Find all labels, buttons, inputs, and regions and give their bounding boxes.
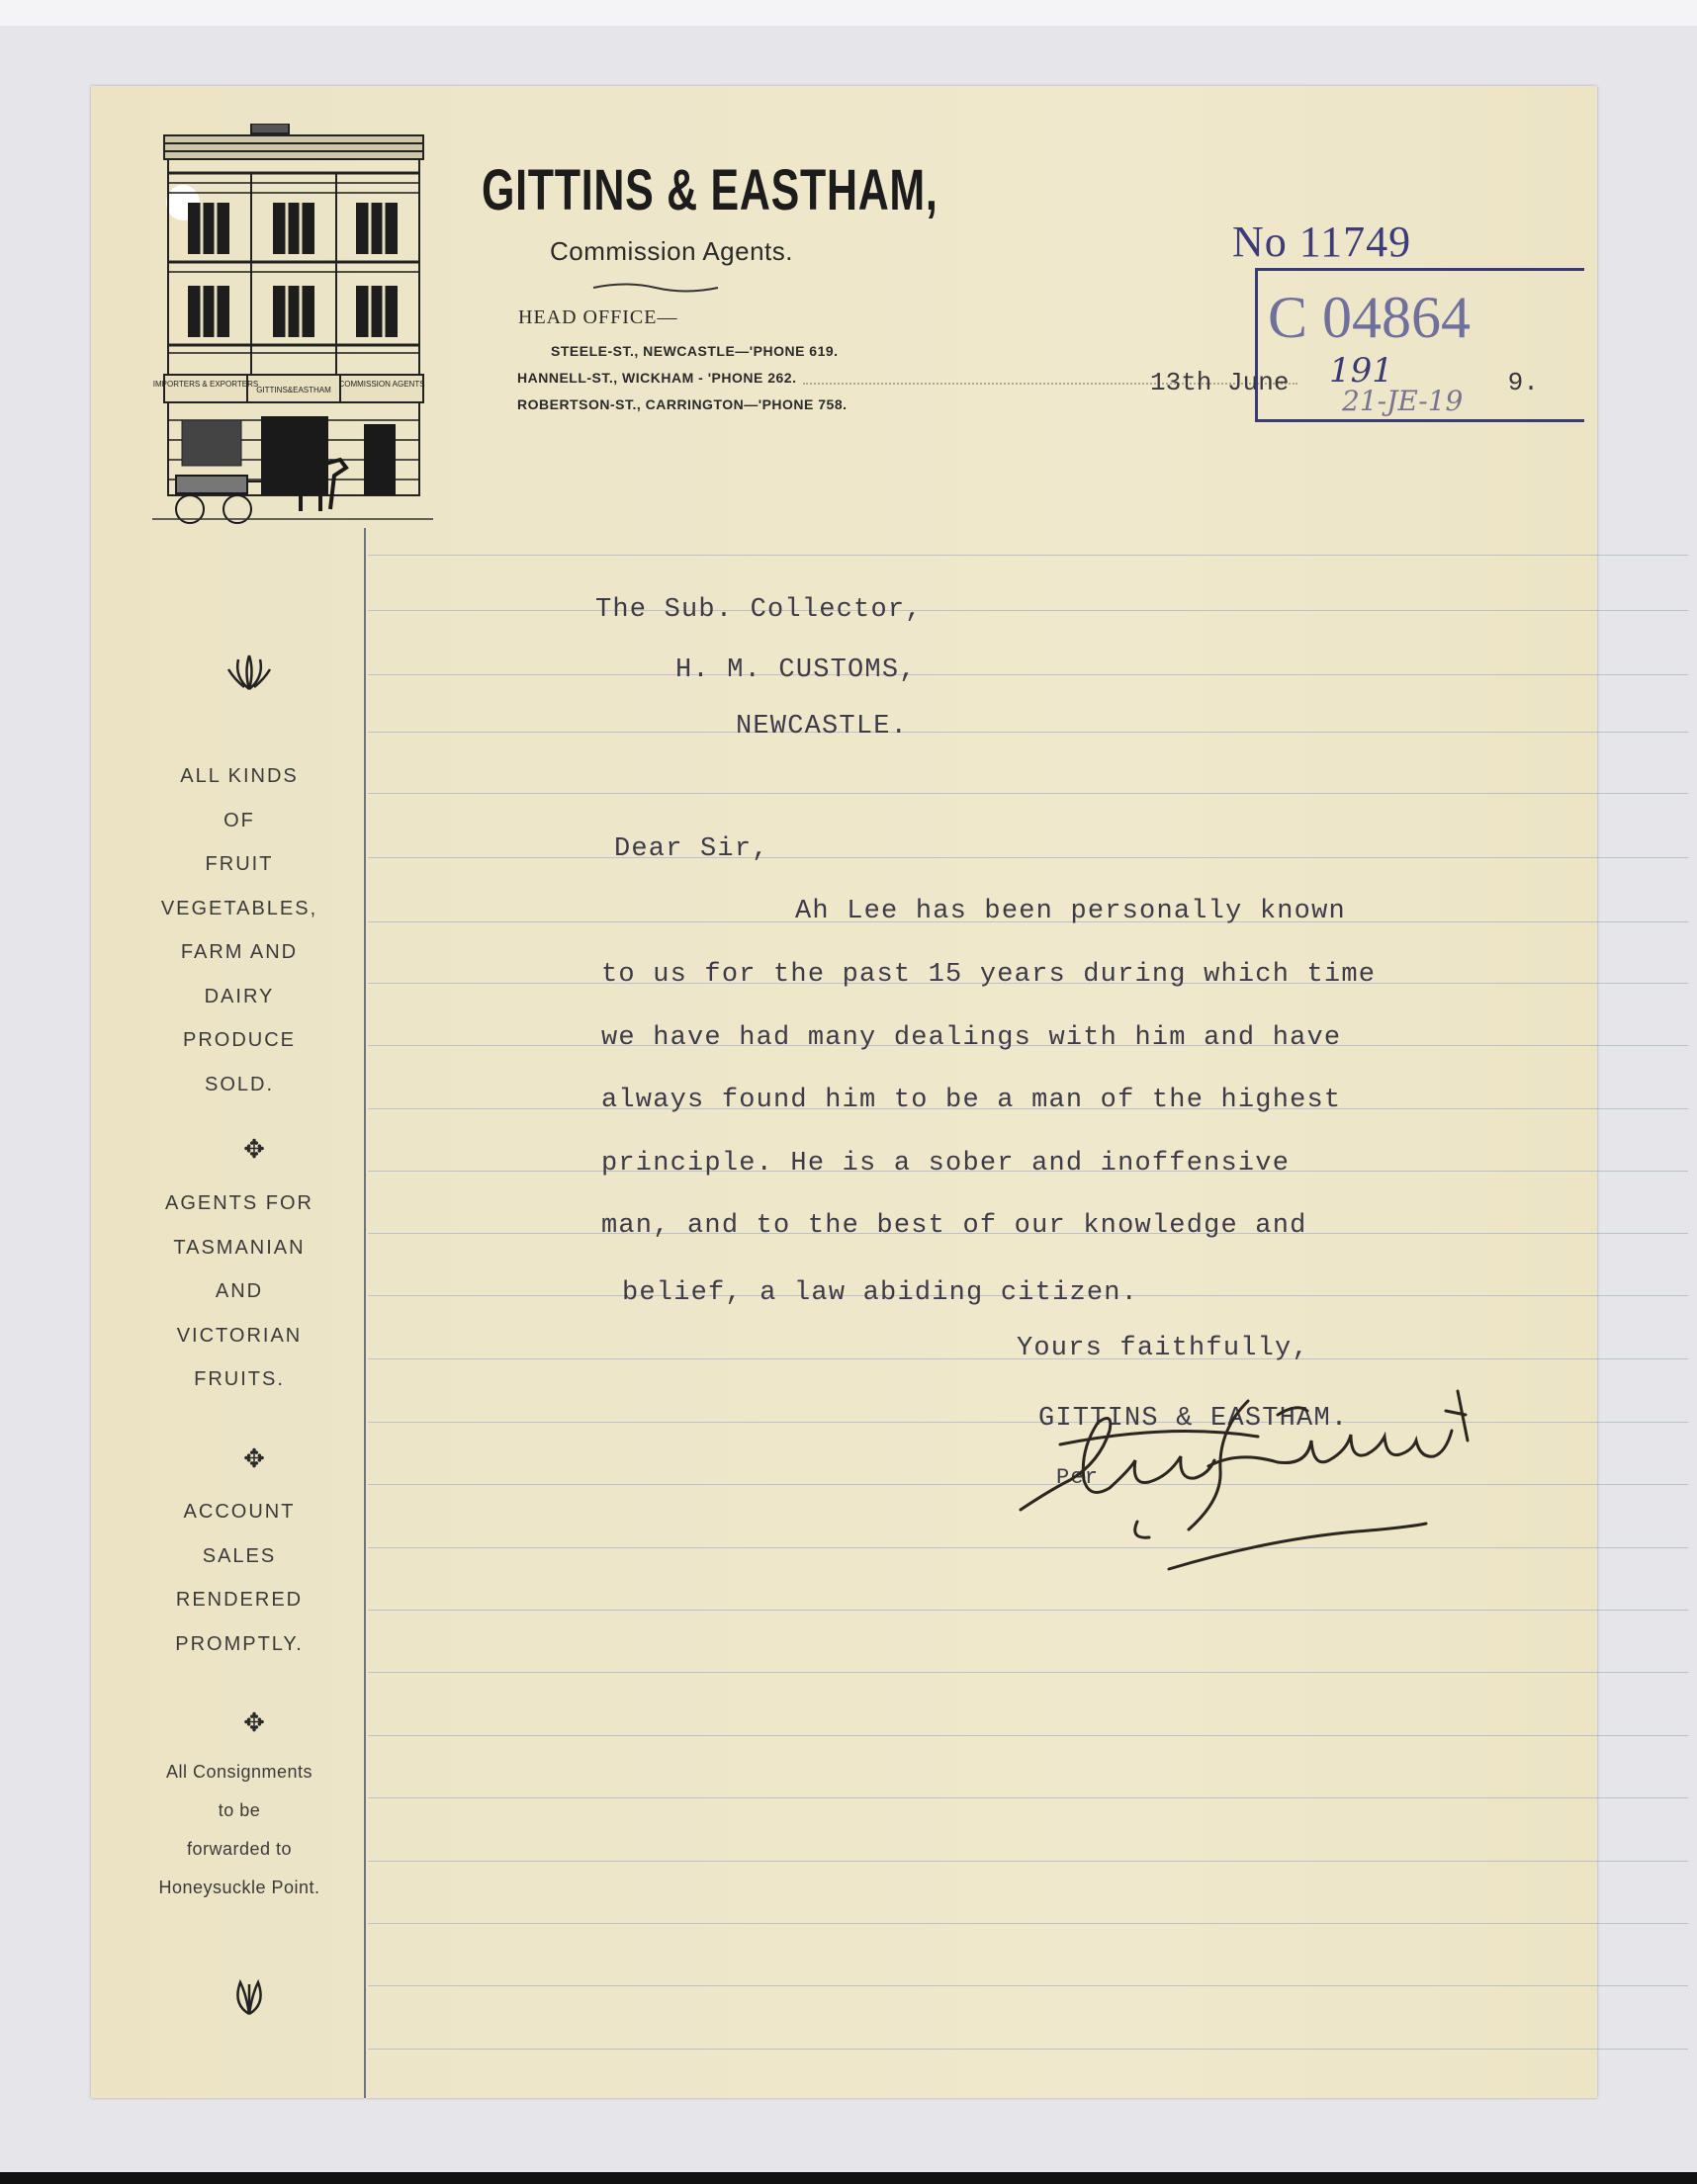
sidebar-text: SOLD.	[204, 1073, 275, 1095]
ruled-line	[368, 1861, 1688, 1862]
building-illustration	[152, 124, 433, 541]
sign-left: IMPORTERS & EXPORTERS	[152, 380, 259, 389]
sidebar-text: ALL KINDS	[180, 765, 299, 787]
sidebar-text: FRUITS.	[194, 1368, 285, 1390]
ruled-line	[368, 555, 1688, 556]
handwritten-signature	[1011, 1371, 1545, 1599]
signatory: GITTINS & EASTHAM.	[1038, 1404, 1349, 1434]
letter-page	[91, 86, 1597, 2098]
sidebar-text: SALES	[202, 1544, 277, 1567]
ruled-line	[368, 732, 1688, 733]
sidebar-text: TASMANIAN	[173, 1236, 306, 1259]
ruled-line	[368, 1923, 1688, 1924]
sidebar-text: OF	[223, 809, 255, 831]
sign-center: GITTINS&EASTHAM	[256, 386, 331, 394]
sidebar-block-agents	[121, 1181, 358, 1402]
sidebar-text: to be	[218, 1800, 261, 1820]
salutation: Dear Sir,	[614, 834, 769, 864]
flourish-divider	[591, 281, 720, 295]
sidebar-text: RENDERED	[175, 1589, 304, 1611]
address-line-city: NEWCASTLE.	[736, 712, 909, 742]
handwritten-year: 191	[1329, 351, 1393, 391]
sidebar-text: FRUIT	[205, 853, 274, 875]
head-office-label: HEAD OFFICE—	[518, 306, 678, 328]
sidebar-text: All Consignments	[165, 1762, 313, 1782]
sidebar-block-consignments	[121, 1753, 358, 1907]
stamp-number: No 11749	[1232, 218, 1412, 266]
ruled-line	[368, 1985, 1688, 1986]
address-line-collector: The Sub. Collector,	[595, 595, 923, 625]
sidebar-block-account	[121, 1490, 358, 1666]
sidebar-text: forwarded to	[186, 1839, 293, 1859]
firm-subtitle: Commission Agents.	[550, 236, 793, 266]
floral-ornament-icon	[220, 650, 279, 700]
sidebar-text: PRODUCE	[182, 1029, 296, 1051]
ruled-line	[368, 2049, 1688, 2050]
sign-right: COMMISSION AGENTS	[338, 380, 425, 389]
sidebar-text: DAIRY	[204, 985, 275, 1007]
sidebar-text: AND	[215, 1280, 264, 1302]
floral-ornament-icon	[220, 1974, 279, 2025]
address-line-3: ROBERTSON-ST., CARRINGTON—'PHONE 758.	[517, 396, 848, 412]
body-line: to us for the past 15 years during which time	[601, 960, 1377, 990]
body-line: belief, a law abiding citizen.	[622, 1278, 1139, 1308]
body-line: Ah Lee has been personally known	[795, 897, 1346, 926]
body-line: principle. He is a sober and inoffensive	[601, 1149, 1291, 1179]
top-margin	[0, 0, 1697, 26]
small-ornament-icon: ✥	[243, 1443, 265, 1473]
bottom-margin	[0, 2172, 1697, 2184]
stamp-reference: C 04864	[1268, 285, 1472, 350]
sidebar-text: FARM AND	[180, 941, 299, 963]
address-line-2: HANNELL-ST., WICKHAM - 'PHONE 262.	[517, 370, 797, 386]
per-label: Per	[1056, 1465, 1100, 1490]
small-ornament-icon: ✥	[243, 1707, 265, 1737]
sidebar-text: VEGETABLES,	[160, 897, 318, 919]
firm-name: GITTINS & EASTHAM,	[482, 158, 938, 222]
closing: Yours faithfully,	[1017, 1334, 1309, 1363]
sidebar-text: Honeysuckle Point.	[158, 1878, 320, 1897]
stamp-date: 21-JE-19	[1342, 385, 1464, 417]
body-line: man, and to the best of our knowledge and	[601, 1211, 1307, 1241]
sidebar-text: VICTORIAN	[176, 1324, 303, 1347]
sidebar-block-produce	[121, 754, 358, 1106]
small-ornament-icon: ✥	[243, 1134, 265, 1164]
address-line-1: STEELE-ST., NEWCASTLE—'PHONE 619.	[551, 343, 839, 359]
sidebar-text: ACCOUNT	[183, 1501, 296, 1523]
body-line: we have had many dealings with him and have	[601, 1023, 1342, 1053]
address-line-customs: H. M. CUSTOMS,	[675, 655, 917, 685]
date-line: 13th June	[1150, 368, 1290, 397]
ruled-line	[368, 793, 1688, 794]
ruled-line	[368, 1610, 1688, 1611]
body-line: always found him to be a man of the highest	[601, 1086, 1342, 1115]
margin-rule	[364, 528, 366, 2098]
ruled-line	[368, 674, 1688, 675]
sidebar-text: PROMPTLY.	[175, 1632, 304, 1655]
sidebar-text: AGENTS FOR	[164, 1192, 313, 1214]
date-suffix: 9.	[1507, 368, 1539, 397]
ruled-line	[368, 1735, 1688, 1736]
ruled-line	[368, 610, 1688, 611]
ruled-line	[368, 1797, 1688, 1798]
ruled-line	[368, 1672, 1688, 1673]
ruled-line	[368, 857, 1688, 858]
